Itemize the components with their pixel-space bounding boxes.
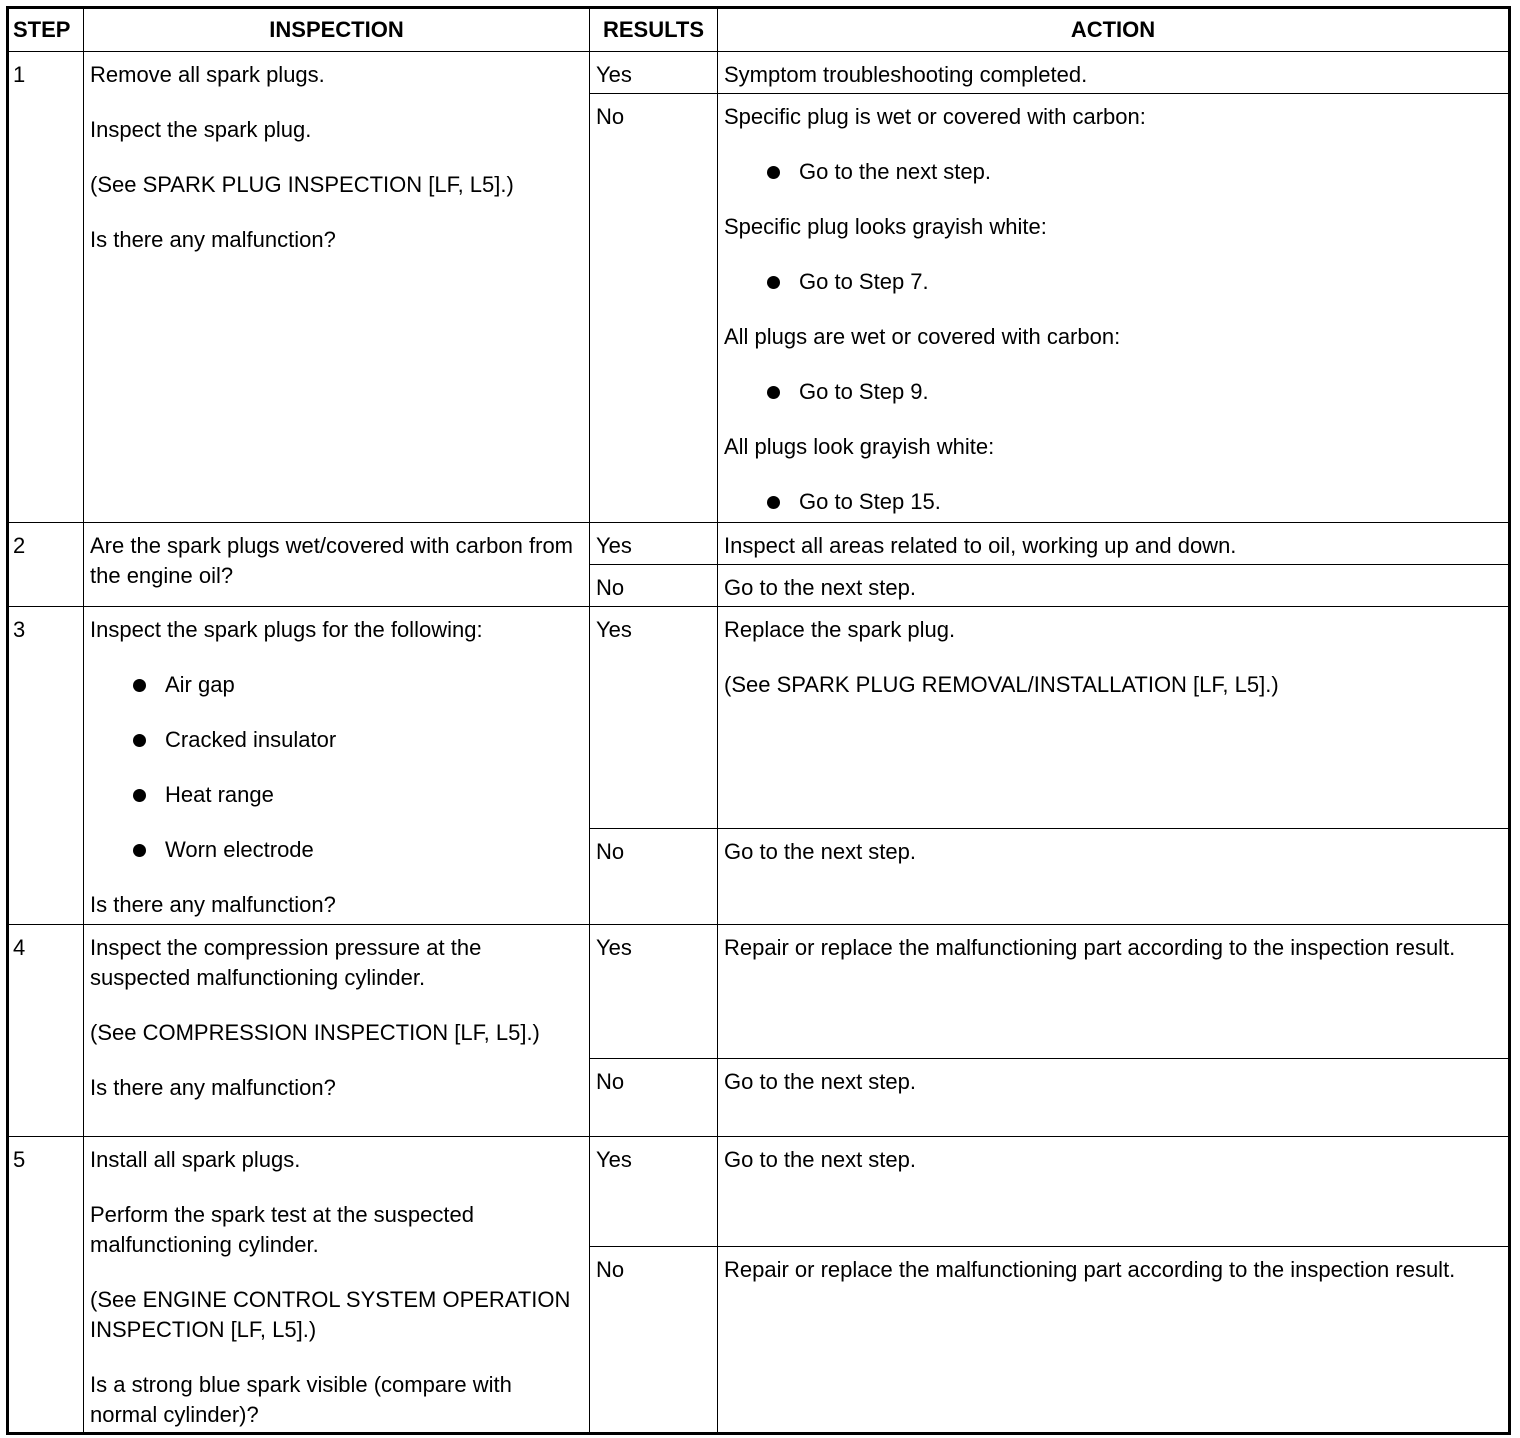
inspection-cell <box>84 925 590 1137</box>
paragraph: Go to the next step. <box>724 575 917 600</box>
step-number: 3 <box>8 607 84 925</box>
action-cell <box>718 523 1510 565</box>
result-cell: No <box>590 565 718 607</box>
bullet-icon <box>767 496 780 509</box>
table-row <box>8 52 1510 94</box>
table-row <box>8 607 1510 829</box>
table-row <box>8 523 1510 565</box>
troubleshooting-table <box>6 6 1511 1435</box>
paragraph: Perform the spark test at the suspected malfunctioning cylinder. <box>90 1202 474 1257</box>
bullet-text: Heat range <box>165 782 274 807</box>
result-cell: Yes <box>590 1137 718 1247</box>
paragraph: All plugs are wet or covered with carbon: <box>724 324 1121 349</box>
paragraph: Inspect the spark plug. <box>90 117 312 142</box>
paragraph: Install all spark plugs. <box>90 1147 301 1172</box>
paragraph: (See SPARK PLUG INSPECTION [LF, L5].) <box>90 172 514 197</box>
paragraph: All plugs look grayish white: <box>724 434 995 459</box>
header-row <box>8 8 1510 52</box>
bullet-item <box>90 725 583 755</box>
inspection-cell <box>84 52 590 523</box>
result-cell: Yes <box>590 52 718 94</box>
paragraph: Inspect the spark plugs for the following: <box>90 617 483 642</box>
paragraph: Repair or replace the malfunctioning part according to the inspection result. <box>724 1257 1456 1282</box>
bullet-text: Worn electrode <box>165 837 314 862</box>
paragraph: Specific plug looks grayish white: <box>724 214 1047 239</box>
paragraph: (See ENGINE CONTROL SYSTEM OPERATION INSPECTION [LF, L5].) <box>90 1287 571 1342</box>
bullet-text: Air gap <box>165 672 235 697</box>
bullet-text: Go to Step 15. <box>799 489 941 514</box>
paragraph: Is there any malfunction? <box>90 1075 336 1100</box>
paragraph: Is there any malfunction? <box>90 892 336 917</box>
paragraph: Is a strong blue spark visible (compare with normal cylinder)? <box>90 1372 512 1427</box>
paragraph: (See SPARK PLUG REMOVAL/INSTALLATION [LF, L5].) <box>724 672 1279 697</box>
result-cell: No <box>590 829 718 925</box>
inspection-cell <box>84 607 590 925</box>
bullet-icon <box>767 166 780 179</box>
step-number: 5 <box>8 1137 84 1434</box>
bullet-list <box>724 487 1502 517</box>
paragraph: Remove all spark plugs. <box>90 62 325 87</box>
bullet-item <box>724 267 1502 297</box>
paragraph: Specific plug is wet or covered with carbon: <box>724 104 1146 129</box>
action-cell <box>718 1247 1510 1434</box>
action-cell <box>718 94 1510 523</box>
inspection-cell <box>84 523 590 607</box>
bullet-text: Go to Step 7. <box>799 269 929 294</box>
paragraph: Inspect the compression pressure at the suspected malfunctioning cylinder. <box>90 935 482 990</box>
bullet-list <box>724 157 1502 187</box>
step-number: 1 <box>8 52 84 523</box>
paragraph: Inspect all areas related to oil, working up and down. <box>724 533 1237 558</box>
paragraph: Repair or replace the malfunctioning part according to the inspection result. <box>724 935 1456 960</box>
paragraph: Go to the next step. <box>724 1069 917 1094</box>
bullet-list <box>90 670 583 865</box>
paragraph: Go to the next step. <box>724 839 917 864</box>
paragraph: Is there any malfunction? <box>90 227 336 252</box>
result-cell: Yes <box>590 523 718 565</box>
bullet-text: Go to Step 9. <box>799 379 929 404</box>
bullet-icon <box>133 734 146 747</box>
header-action: ACTION <box>718 8 1510 52</box>
paragraph: Go to the next step. <box>724 1147 917 1172</box>
bullet-list <box>724 267 1502 297</box>
result-cell: Yes <box>590 925 718 1059</box>
result-cell: Yes <box>590 607 718 829</box>
inspection-cell <box>84 1137 590 1434</box>
header-step: STEP <box>8 8 84 52</box>
bullet-item <box>724 157 1502 187</box>
header-inspection: INSPECTION <box>84 8 590 52</box>
result-cell: No <box>590 1247 718 1434</box>
paragraph: Replace the spark plug. <box>724 617 956 642</box>
bullet-icon <box>767 386 780 399</box>
paragraph: (See COMPRESSION INSPECTION [LF, L5].) <box>90 1020 540 1045</box>
paragraph: Are the spark plugs wet/covered with carbon from the engine oil? <box>90 533 574 588</box>
bullet-icon <box>133 844 146 857</box>
bullet-list <box>724 377 1502 407</box>
bullet-text: Go to the next step. <box>799 159 992 184</box>
bullet-item <box>90 780 583 810</box>
action-cell <box>718 829 1510 925</box>
action-cell <box>718 925 1510 1059</box>
step-number: 2 <box>8 523 84 607</box>
bullet-item <box>724 377 1502 407</box>
bullet-item <box>724 487 1502 517</box>
result-cell: No <box>590 94 718 523</box>
table-row <box>8 1137 1510 1247</box>
action-cell <box>718 1137 1510 1247</box>
bullet-icon <box>133 789 146 802</box>
bullet-item <box>90 835 583 865</box>
bullet-icon <box>767 276 780 289</box>
bullet-item <box>90 670 583 700</box>
table-row <box>8 925 1510 1059</box>
action-cell <box>718 607 1510 829</box>
step-number: 4 <box>8 925 84 1137</box>
paragraph: Symptom troubleshooting completed. <box>724 62 1088 87</box>
action-cell <box>718 1059 1510 1137</box>
action-cell <box>718 565 1510 607</box>
bullet-icon <box>133 679 146 692</box>
action-cell <box>718 52 1510 94</box>
bullet-text: Cracked insulator <box>165 727 337 752</box>
result-cell: No <box>590 1059 718 1137</box>
header-results: RESULTS <box>590 8 718 52</box>
